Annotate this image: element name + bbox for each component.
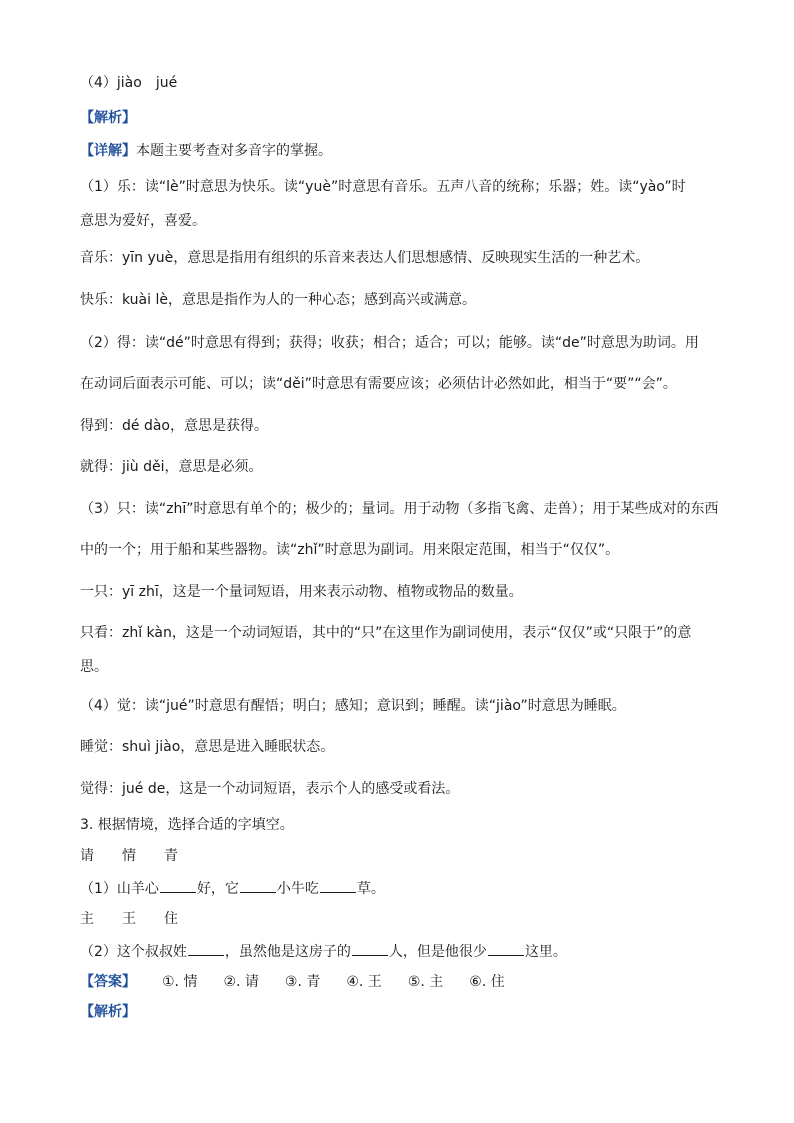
- explain-jue: （4）觉：读“jué”时意思有醒悟；明白；感知；意识到；睡醒。读“jiào”时意思为睡眠。: [80, 698, 626, 714]
- explain-zhi-line2: 中的一个；用于船和某些器物。读“zhǐ”时意思为副词。用来限定范围，相当于“仅仅”。: [80, 542, 620, 558]
- answer-label: 【答案】: [80, 974, 136, 990]
- question-3: 3. 根据情境，选择合适的字填空。: [80, 817, 294, 833]
- word-kuaile: 快乐：kuài lè，意思是指作为人的一种心态；感到高兴或满意。: [80, 292, 476, 308]
- fill-sentence-2: [80, 941, 720, 962]
- fill-1-part-c: 小牛吃: [276, 881, 319, 897]
- word-zhikan-line1: 只看：zhǐ kàn，这是一个动词短语，其中的“只”在这里作为副词使用，表示“仅仅”或“只限于”的意: [80, 625, 692, 641]
- detail-line: [80, 141, 720, 161]
- explain-de-line1: （2）得：读“dé”时意思有得到；获得；收获；相合；适合；可以；能够。读“de”时意思为助词。用: [80, 335, 699, 351]
- blank-1: [160, 878, 196, 893]
- fill-2-part-c: 人，但是他很少: [388, 944, 487, 960]
- fill-2-part-a: （2）这个叔叔姓: [80, 944, 187, 960]
- answer-item: ①. 情: [162, 974, 198, 990]
- word-dedao: 得到：dé dào，意思是获得。: [80, 418, 268, 434]
- fill-2-part-d: 这里。: [524, 944, 567, 960]
- analysis-heading-2: 【解析】: [80, 1004, 136, 1020]
- word-jiudei: 就得：jiù děi，意思是必须。: [80, 459, 263, 475]
- pinyin-answer-4: （4）jiào jué: [80, 75, 178, 91]
- blank-5: [352, 941, 388, 956]
- detail-tag: 【详解】: [80, 143, 136, 159]
- word-juede: 觉得：jué de，这是一个动词短语，表示个人的感受或看法。: [80, 781, 460, 797]
- fill-1-part-b: 好，它: [196, 881, 239, 897]
- fill-2-part-b: ，虽然他是这房子的: [224, 944, 351, 960]
- answer-item: ④. 王: [346, 974, 382, 990]
- explain-de-line2: 在动词后面表示可能、可以；读“děi”时意思有需要应该；必须估计必然如此，相当于“要”“会”。: [80, 376, 677, 392]
- analysis-heading: 【解析】: [80, 110, 136, 126]
- word-zhikan-line2: 思。: [80, 659, 108, 675]
- blank-4: [188, 941, 224, 956]
- fill-1-part-a: （1）山羊心: [80, 881, 159, 897]
- answer-item: ⑤. 主: [407, 974, 444, 990]
- choice-set-1: 请 情 青: [80, 848, 178, 864]
- answer-item: ⑥. 住: [469, 974, 505, 990]
- explain-zhi-line1: （3）只：读“zhī”时意思有单个的；极少的；量词。用于动物（多指飞禽、走兽）；用于某些成对的东西: [80, 501, 719, 517]
- detail-text: 本题主要考查对多音字的掌握。: [136, 143, 332, 159]
- answer-item: ②. 请: [223, 974, 259, 990]
- word-shuijiao: 睡觉：shuì jiào，意思是进入睡眠状态。: [80, 739, 335, 755]
- explain-le-line2: 意思为爱好，喜爱。: [80, 213, 206, 229]
- blank-3: [320, 878, 356, 893]
- word-yinyue: 音乐：yīn yuè，意思是指用有组织的乐音来表达人们思想感情、反映现实生活的一种艺术。: [80, 250, 650, 266]
- answer-item: ③. 青: [284, 974, 321, 990]
- choice-set-2: 主 王 住: [80, 911, 178, 927]
- answer-line: [80, 972, 720, 992]
- word-yizhi: 一只：yī zhī，这是一个量词短语，用来表示动物、植物或物品的数量。: [80, 584, 523, 600]
- fill-1-part-d: 草。: [356, 881, 385, 897]
- explain-le-line1: （1）乐：读“lè”时意思为快乐。读“yuè”时意思有音乐。五声八音的统称；乐器；姓。读“yào”时: [80, 179, 686, 195]
- blank-6: [488, 941, 524, 956]
- blank-2: [240, 878, 276, 893]
- fill-sentence-1: [80, 878, 720, 899]
